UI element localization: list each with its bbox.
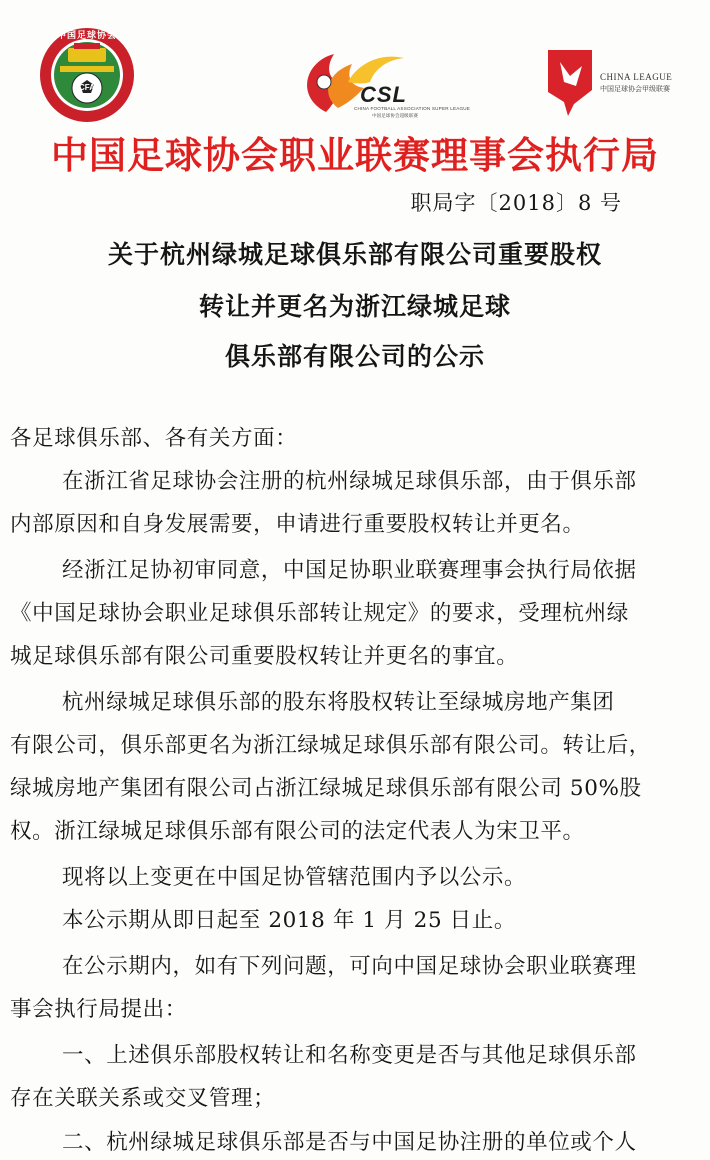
body-line: 权。浙江绿城足球俱乐部有限公司的法定代表人为宋卫平。: [10, 819, 585, 844]
body-line: 现将以上变更在中国足协管辖范围内予以公示。: [62, 865, 527, 890]
organization-title: 中国足球协会职业联赛理事会执行局: [51, 134, 659, 177]
body-line: 《中国足球协会职业足球俱乐部转让规定》的要求，受理杭州绿: [10, 601, 629, 626]
cfa-ring-text: 中国足球协会: [56, 31, 117, 41]
body-line: 内部原因和自身发展需要，申请进行重要股权转让并更名。: [10, 512, 585, 537]
body-line: 存在关联关系或交叉管理；: [10, 1086, 276, 1111]
body-line: 在浙江省足球协会注册的杭州绿城足球俱乐部，由于俱乐部: [62, 469, 637, 494]
china-league-subtitle: 中国足球协会甲级联赛: [600, 85, 670, 93]
body-line: 一、上述俱乐部股权转让和名称变更是否与其他足球俱乐部: [62, 1043, 637, 1068]
body-line: 本公示期从即日起至 2018 年 1 月 25 日止。: [62, 908, 516, 933]
body-line: 在公示期内，如有下列问题，可向中国足球协会职业联赛理: [62, 954, 637, 979]
cfa-logo: [38, 26, 136, 124]
salutation: 各足球俱乐部、各有关方面：: [10, 426, 298, 451]
cfa-center-text: CFA: [79, 83, 95, 92]
body-line: 事会执行局提出：: [10, 997, 187, 1022]
body-line: 有限公司，俱乐部更名为浙江绿城足球俱乐部有限公司。转让后，: [10, 733, 651, 758]
notice-title-line-3: 俱乐部有限公司的公示: [224, 342, 485, 371]
notice-title-line-2: 转让并更名为浙江绿城足球: [198, 292, 511, 321]
body-line: 经浙江足协初审同意，中国足协职业联赛理事会执行局依据: [62, 558, 637, 583]
document-number: 职局字〔2018〕8 号: [410, 191, 622, 215]
china-league-wordmark: CHINA LEAGUE: [600, 72, 673, 82]
china-league-logo: [540, 42, 680, 118]
body-line: 绿城房地产集团有限公司占浙江绿城足球俱乐部有限公司 50%股: [10, 776, 642, 801]
body-line: 城足球俱乐部有限公司重要股权转让并更名的事宜。: [10, 644, 519, 669]
csl-wordmark: CSL: [360, 82, 407, 107]
csl-tagline: CHINA FOOTBALL ASSOCIATION SUPER LEAGUE: [354, 106, 471, 111]
notice-title-line-1: 关于杭州绿城足球俱乐部有限公司重要股权: [107, 240, 602, 269]
body-line: 杭州绿城足球俱乐部的股东将股权转让至绿城房地产集团: [62, 690, 615, 715]
csl-subtitle: 中国足球协会超级联赛: [372, 114, 418, 119]
body-line: 二、杭州绿城足球俱乐部是否与中国足协注册的单位或个人: [62, 1130, 637, 1155]
